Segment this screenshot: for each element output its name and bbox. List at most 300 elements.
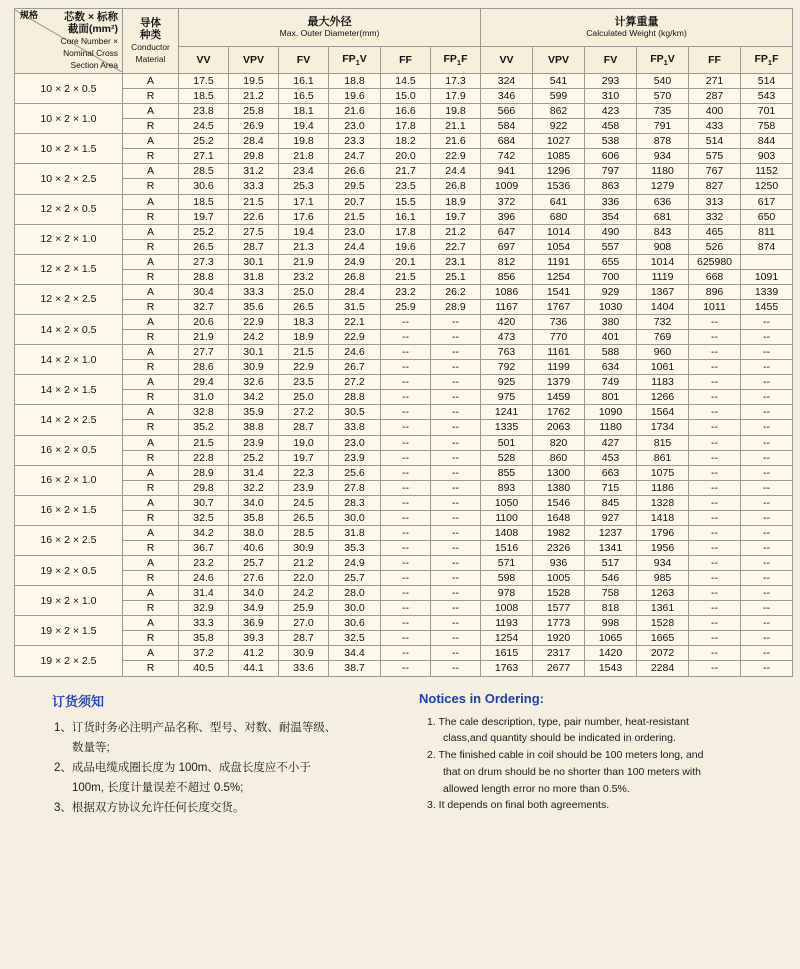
row-cell: -- xyxy=(431,360,481,375)
row-cell: 26.5 xyxy=(279,510,329,525)
row-cell: -- xyxy=(689,601,741,616)
row-cell: 736 xyxy=(533,315,585,330)
table-row xyxy=(15,556,793,571)
header-col-1: VPV xyxy=(229,47,279,74)
row-cell: 1085 xyxy=(533,149,585,164)
row-cell: 26.5 xyxy=(279,299,329,314)
row-cell: 1005 xyxy=(533,571,585,586)
row-cell: 18.5 xyxy=(179,194,229,209)
header-col-3: $FP_1V$ xyxy=(329,47,381,74)
table-row xyxy=(15,661,793,676)
header-col-5: $FP_1F$ xyxy=(431,47,481,74)
row-cell: 1328 xyxy=(637,495,689,510)
row-cell: -- xyxy=(381,330,431,345)
row-cell: 1011 xyxy=(689,299,741,314)
row-cell: 23.2 xyxy=(279,269,329,284)
header-conductor-material xyxy=(123,9,179,74)
row-cell: 1665 xyxy=(637,631,689,646)
row-cell: 23.9 xyxy=(229,435,279,450)
row-spec-label: 10 × 2 × 0.5 xyxy=(15,74,123,104)
row-cell: 23.0 xyxy=(329,119,381,134)
row-cell: 30.5 xyxy=(329,405,381,420)
header-group-diameter-en: Max. Outer Diameter(mm) xyxy=(279,28,380,39)
row-cell: 427 xyxy=(585,435,637,450)
row-cell: 22.6 xyxy=(229,209,279,224)
row-cell: 1183 xyxy=(637,375,689,390)
row-cell: -- xyxy=(381,450,431,465)
row-cell: 925 xyxy=(481,375,533,390)
row-cell: -- xyxy=(689,616,741,631)
row-spec-label: 19 × 2 × 0.5 xyxy=(15,556,123,586)
table-row xyxy=(15,450,793,465)
row-cell: 23.1 xyxy=(431,254,481,269)
row-cell: 19.8 xyxy=(431,104,481,119)
row-cell: 28.6 xyxy=(179,360,229,375)
row-conductor-material: R xyxy=(123,299,179,314)
table-row xyxy=(15,586,793,601)
row-cell: 29.4 xyxy=(179,375,229,390)
row-cell: 1536 xyxy=(533,179,585,194)
row-cell: 21.9 xyxy=(279,254,329,269)
row-cell: -- xyxy=(431,405,481,420)
row-cell: 1193 xyxy=(481,616,533,631)
row-cell: 975 xyxy=(481,390,533,405)
row-conductor-material: A xyxy=(123,224,179,239)
row-cell: 20.6 xyxy=(179,315,229,330)
row-cell: 769 xyxy=(637,330,689,345)
note-cn-4: 3、根据双方协议允许任何长度交货。 xyxy=(54,802,245,814)
row-cell: 21.8 xyxy=(279,149,329,164)
header-col-9: $FP_1V$ xyxy=(637,47,689,74)
row-cell: 908 xyxy=(637,239,689,254)
row-cell: 27.0 xyxy=(279,616,329,631)
table-head xyxy=(15,9,793,74)
row-cell: 697 xyxy=(481,239,533,254)
row-cell: 1546 xyxy=(533,495,585,510)
row-cell: 929 xyxy=(585,284,637,299)
row-cell: -- xyxy=(431,480,481,495)
row-cell: -- xyxy=(381,571,431,586)
row-cell: 35.6 xyxy=(229,299,279,314)
row-conductor-material: R xyxy=(123,239,179,254)
row-cell: -- xyxy=(689,661,741,676)
row-cell: 1191 xyxy=(533,254,585,269)
row-cell: 16.6 xyxy=(381,104,431,119)
row-cell: -- xyxy=(431,510,481,525)
row-cell: -- xyxy=(741,495,793,510)
row-cell: 17.5 xyxy=(179,74,229,89)
row-cell: 18.9 xyxy=(279,330,329,345)
row-cell: 763 xyxy=(481,345,533,360)
row-cell: 25.2 xyxy=(179,224,229,239)
row-cell: 22.3 xyxy=(279,465,329,480)
row-conductor-material: A xyxy=(123,134,179,149)
row-cell: 23.0 xyxy=(329,224,381,239)
row-cell: 575 xyxy=(689,149,741,164)
table-row xyxy=(15,194,793,209)
row-conductor-material: A xyxy=(123,315,179,330)
row-cell: 517 xyxy=(585,556,637,571)
row-cell: 420 xyxy=(481,315,533,330)
row-cell: -- xyxy=(689,465,741,480)
row-cell: -- xyxy=(689,345,741,360)
row-conductor-material: A xyxy=(123,465,179,480)
row-cell: 668 xyxy=(689,269,741,284)
row-cell: -- xyxy=(381,556,431,571)
row-cell: 354 xyxy=(585,209,637,224)
note-cn-1: 数量等; xyxy=(72,741,110,754)
row-cell: 732 xyxy=(637,315,689,330)
row-cell: -- xyxy=(689,375,741,390)
row-cell: 25.3 xyxy=(279,179,329,194)
row-cell: 34.4 xyxy=(329,646,381,661)
row-cell: 1615 xyxy=(481,646,533,661)
row-cell: -- xyxy=(431,571,481,586)
table-body xyxy=(15,74,793,677)
row-cell: -- xyxy=(431,586,481,601)
row-cell: -- xyxy=(431,375,481,390)
row-cell: 2326 xyxy=(533,540,585,555)
row-cell: 19.7 xyxy=(431,209,481,224)
row-cell: -- xyxy=(431,390,481,405)
row-cell: 23.8 xyxy=(179,104,229,119)
header-conductor-cn-2: 种类 xyxy=(140,28,161,41)
row-cell: -- xyxy=(381,480,431,495)
row-cell: 501 xyxy=(481,435,533,450)
row-cell: -- xyxy=(431,525,481,540)
row-cell: 1528 xyxy=(533,586,585,601)
row-cell: 792 xyxy=(481,360,533,375)
row-spec-label: 12 × 2 × 0.5 xyxy=(15,194,123,224)
row-cell: -- xyxy=(431,345,481,360)
row-cell: -- xyxy=(741,330,793,345)
row-cell: 30.6 xyxy=(179,179,229,194)
row-cell: 827 xyxy=(689,179,741,194)
row-cell: 28.9 xyxy=(431,299,481,314)
row-cell: 490 xyxy=(585,224,637,239)
row-cell: 34.2 xyxy=(179,525,229,540)
row-conductor-material: R xyxy=(123,390,179,405)
row-cell: 2677 xyxy=(533,661,585,676)
row-cell: -- xyxy=(381,420,431,435)
row-spec-label: 19 × 2 × 2.5 xyxy=(15,646,123,676)
row-cell: 1564 xyxy=(637,405,689,420)
header-conductor-cn-1: 导体 xyxy=(140,16,161,29)
table-row xyxy=(15,269,793,284)
row-cell: 473 xyxy=(481,330,533,345)
row-spec-label: 16 × 2 × 1.5 xyxy=(15,495,123,525)
row-cell: -- xyxy=(381,390,431,405)
row-cell: 30.0 xyxy=(329,510,381,525)
row-cell: 372 xyxy=(481,194,533,209)
row-cell: 1014 xyxy=(637,254,689,269)
row-cell: 36.9 xyxy=(229,616,279,631)
row-cell: 21.7 xyxy=(381,164,431,179)
row-cell: -- xyxy=(689,420,741,435)
row-cell: 27.1 xyxy=(179,149,229,164)
notes-cn-title: 订货须知 xyxy=(52,693,105,709)
row-cell: 663 xyxy=(585,465,637,480)
notes-section xyxy=(14,691,786,819)
row-cell: 33.3 xyxy=(229,179,279,194)
row-cell: 336 xyxy=(585,194,637,209)
row-cell: -- xyxy=(431,495,481,510)
row-cell: 1459 xyxy=(533,390,585,405)
table-row xyxy=(15,284,793,299)
table-row xyxy=(15,209,793,224)
row-cell: 878 xyxy=(637,134,689,149)
row-cell: 1030 xyxy=(585,299,637,314)
row-cell: 32.8 xyxy=(179,405,229,420)
row-cell: -- xyxy=(381,495,431,510)
row-spec-label: 14 × 2 × 0.5 xyxy=(15,315,123,345)
row-cell: 21.2 xyxy=(431,224,481,239)
row-cell: 35.3 xyxy=(329,540,381,555)
note-en-0: 1. The cale description, type, pair number, heat-resistant xyxy=(427,715,689,728)
table-row xyxy=(15,465,793,480)
row-cell: 1086 xyxy=(481,284,533,299)
row-cell: -- xyxy=(381,631,431,646)
row-cell: 758 xyxy=(585,586,637,601)
row-cell: -- xyxy=(431,646,481,661)
header-spec-cn-1: 芯数 × 标称 xyxy=(64,11,118,23)
row-cell: 1180 xyxy=(637,164,689,179)
row-cell: 700 xyxy=(585,269,637,284)
row-cell: -- xyxy=(431,661,481,676)
row-cell: 584 xyxy=(481,119,533,134)
row-cell: 32.2 xyxy=(229,480,279,495)
table-row xyxy=(15,299,793,314)
row-cell: 19.7 xyxy=(279,450,329,465)
header-group-weight xyxy=(481,9,793,47)
row-cell: 28.8 xyxy=(329,390,381,405)
row-cell: 758 xyxy=(741,119,793,134)
row-cell: 1054 xyxy=(533,239,585,254)
row-cell: 26.6 xyxy=(329,164,381,179)
row-cell: 40.5 xyxy=(179,661,229,676)
row-cell: -- xyxy=(381,525,431,540)
row-cell: 25.9 xyxy=(279,601,329,616)
row-cell: -- xyxy=(431,450,481,465)
header-diagonal-label: 规格 xyxy=(20,10,39,20)
row-conductor-material: R xyxy=(123,480,179,495)
row-cell: 1027 xyxy=(533,134,585,149)
row-cell: 21.3 xyxy=(279,239,329,254)
row-cell: -- xyxy=(689,525,741,540)
row-conductor-material: A xyxy=(123,525,179,540)
row-cell: 934 xyxy=(637,556,689,571)
row-conductor-material: R xyxy=(123,601,179,616)
row-cell: 634 xyxy=(585,360,637,375)
row-cell: 546 xyxy=(585,571,637,586)
table-row xyxy=(15,360,793,375)
row-cell: -- xyxy=(381,601,431,616)
row-conductor-material: R xyxy=(123,571,179,586)
row-spec-label: 19 × 2 × 1.5 xyxy=(15,616,123,646)
row-cell: 19.5 xyxy=(229,74,279,89)
row-conductor-material: R xyxy=(123,631,179,646)
row-conductor-material: R xyxy=(123,89,179,104)
row-spec-label: 14 × 2 × 1.0 xyxy=(15,345,123,375)
row-cell: 1075 xyxy=(637,465,689,480)
row-conductor-material: A xyxy=(123,586,179,601)
note-en-4: allowed length error no more than 0.5%. xyxy=(443,782,630,795)
row-cell: 33.8 xyxy=(329,420,381,435)
row-cell: 433 xyxy=(689,119,741,134)
row-cell: 29.8 xyxy=(179,480,229,495)
row-cell: 16.1 xyxy=(381,209,431,224)
row-cell: 28.7 xyxy=(279,631,329,646)
row-cell: -- xyxy=(431,420,481,435)
row-cell: 844 xyxy=(741,134,793,149)
header-group-diameter xyxy=(179,9,481,47)
row-cell: -- xyxy=(689,631,741,646)
header-conductor-en-2: Material xyxy=(135,54,166,65)
row-cell: 570 xyxy=(637,89,689,104)
row-cell: 1266 xyxy=(637,390,689,405)
row-cell: 32.5 xyxy=(329,631,381,646)
row-cell: 15.0 xyxy=(381,89,431,104)
row-conductor-material: A xyxy=(123,284,179,299)
row-conductor-material: R xyxy=(123,360,179,375)
row-cell: 38.0 xyxy=(229,525,279,540)
row-cell: 17.1 xyxy=(279,194,329,209)
row-cell: 17.8 xyxy=(381,224,431,239)
row-cell: 21.2 xyxy=(279,556,329,571)
row-cell: 1050 xyxy=(481,495,533,510)
row-conductor-material: R xyxy=(123,420,179,435)
table-row xyxy=(15,525,793,540)
row-conductor-material: R xyxy=(123,269,179,284)
header-row-group xyxy=(15,9,793,47)
row-cell: 34.0 xyxy=(229,586,279,601)
table-row xyxy=(15,390,793,405)
row-cell: 21.5 xyxy=(229,194,279,209)
row-cell: 31.8 xyxy=(329,525,381,540)
row-cell: -- xyxy=(741,586,793,601)
row-conductor-material: R xyxy=(123,661,179,676)
row-cell: 30.7 xyxy=(179,495,229,510)
row-cell: -- xyxy=(689,330,741,345)
row-cell: -- xyxy=(689,315,741,330)
row-spec-label: 16 × 2 × 2.5 xyxy=(15,525,123,555)
table-row xyxy=(15,134,793,149)
row-cell: 1420 xyxy=(585,646,637,661)
row-cell: -- xyxy=(381,661,431,676)
row-cell: 346 xyxy=(481,89,533,104)
row-spec-label: 10 × 2 × 1.0 xyxy=(15,104,123,134)
row-cell: 557 xyxy=(585,239,637,254)
row-cell: 36.7 xyxy=(179,540,229,555)
row-cell: 18.2 xyxy=(381,134,431,149)
row-cell: 24.5 xyxy=(279,495,329,510)
row-cell: -- xyxy=(381,360,431,375)
row-cell: 21.6 xyxy=(329,104,381,119)
row-spec-label: 12 × 2 × 2.5 xyxy=(15,284,123,314)
row-cell: 936 xyxy=(533,556,585,571)
table-row xyxy=(15,104,793,119)
row-cell: 30.1 xyxy=(229,254,279,269)
row-cell xyxy=(741,254,793,269)
row-cell: 617 xyxy=(741,194,793,209)
row-cell: 26.2 xyxy=(431,284,481,299)
row-cell: 820 xyxy=(533,435,585,450)
table-row xyxy=(15,495,793,510)
row-cell: 24.4 xyxy=(329,239,381,254)
row-cell: 1734 xyxy=(637,420,689,435)
row-cell: 25.7 xyxy=(329,571,381,586)
header-col-11: $FP_1F$ xyxy=(741,47,793,74)
row-cell: 23.4 xyxy=(279,164,329,179)
header-col-10: FF xyxy=(689,47,741,74)
row-cell: 22.9 xyxy=(431,149,481,164)
row-cell: 680 xyxy=(533,209,585,224)
row-cell: 21.1 xyxy=(431,119,481,134)
row-cell: -- xyxy=(689,405,741,420)
row-cell: 1763 xyxy=(481,661,533,676)
row-cell: 21.2 xyxy=(229,89,279,104)
table-row xyxy=(15,149,793,164)
row-cell: 1090 xyxy=(585,405,637,420)
table-row xyxy=(15,601,793,616)
row-cell: 528 xyxy=(481,450,533,465)
row-cell: 35.2 xyxy=(179,420,229,435)
row-cell: 19.6 xyxy=(329,89,381,104)
row-cell: 18.1 xyxy=(279,104,329,119)
row-spec-label: 14 × 2 × 1.5 xyxy=(15,375,123,405)
row-cell: 465 xyxy=(689,224,741,239)
row-cell: 25.9 xyxy=(381,299,431,314)
row-cell: 1014 xyxy=(533,224,585,239)
row-cell: -- xyxy=(431,631,481,646)
row-cell: 2072 xyxy=(637,646,689,661)
row-cell: 22.1 xyxy=(329,315,381,330)
row-cell: 874 xyxy=(741,239,793,254)
row-cell: -- xyxy=(689,586,741,601)
row-cell: 28.5 xyxy=(279,525,329,540)
row-cell: 1186 xyxy=(637,480,689,495)
row-cell: 39.3 xyxy=(229,631,279,646)
row-cell: 25.2 xyxy=(179,134,229,149)
row-cell: 927 xyxy=(585,510,637,525)
row-cell: 35.8 xyxy=(179,631,229,646)
row-cell: 26.5 xyxy=(179,239,229,254)
row-cell: 23.9 xyxy=(329,450,381,465)
row-cell: -- xyxy=(689,556,741,571)
row-cell: 22.7 xyxy=(431,239,481,254)
row-cell: 34.2 xyxy=(229,390,279,405)
row-cell: 30.9 xyxy=(279,540,329,555)
row-cell: -- xyxy=(741,390,793,405)
row-cell: 27.3 xyxy=(179,254,229,269)
row-cell: 38.8 xyxy=(229,420,279,435)
row-cell: 2317 xyxy=(533,646,585,661)
row-cell: 32.9 xyxy=(179,601,229,616)
row-conductor-material: R xyxy=(123,209,179,224)
header-spec-en-2: Nominal Cross xyxy=(63,48,118,59)
row-cell: 681 xyxy=(637,209,689,224)
header-group-weight-cn: 计算重量 xyxy=(614,16,659,29)
row-conductor-material: R xyxy=(123,540,179,555)
row-cell: 801 xyxy=(585,390,637,405)
row-cell: 1577 xyxy=(533,601,585,616)
row-cell: -- xyxy=(689,510,741,525)
row-cell: -- xyxy=(741,375,793,390)
row-cell: 647 xyxy=(481,224,533,239)
table-row xyxy=(15,254,793,269)
row-cell: 636 xyxy=(637,194,689,209)
row-cell: -- xyxy=(381,540,431,555)
